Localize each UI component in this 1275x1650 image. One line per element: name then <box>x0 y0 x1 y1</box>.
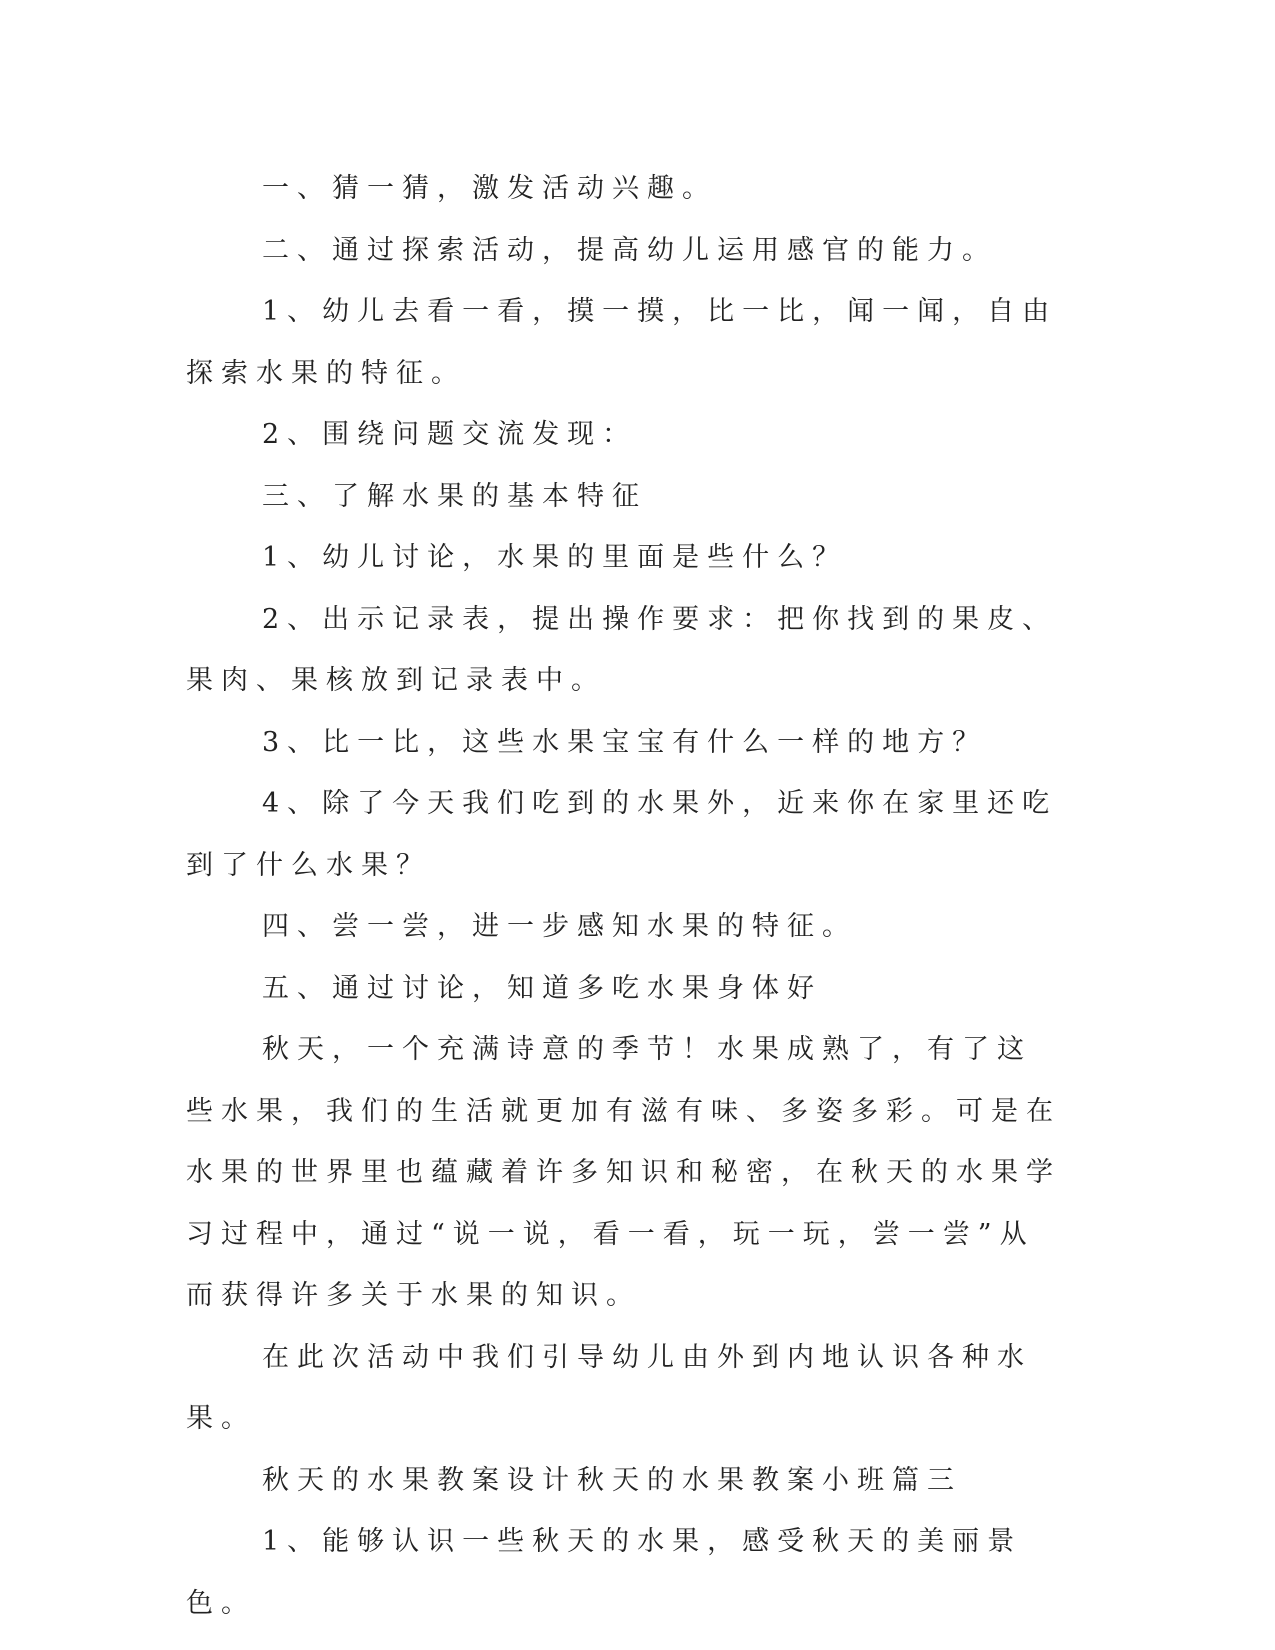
paragraph-step-3: 三、了解水果的基本特征 <box>262 480 647 512</box>
paragraph-step-3-1: 1、幼儿讨论，水果的里面是些什么？ <box>262 542 848 573</box>
paragraph-step-3-2: 2、出示记录表，提出操作要求：把你找到的果皮、果肉、果核放到记录表中。 <box>186 603 1058 696</box>
paragraph-reflection: 秋天，一个充满诗意的季节！水果成熟了，有了这些水果，我们的生活就更加有滋有味、多姿多彩。可是在水果的世界里也蕴藏着许多知识和秘密，在秋天的水果学习过程中，通过“说一说，看一看，玩一玩，尝一尝”从而获得许多关于水果的知识。 <box>186 1034 1061 1311</box>
paragraph-step-3-3: 3、比一比，这些水果宝宝有什么一样的地方？ <box>262 726 988 758</box>
paragraph-step-2-1: 1、幼儿去看一看，摸一摸，比一比，闻一闻，自由探索水果的特征。 <box>186 296 1058 389</box>
paragraph-step-4: 四、尝一尝，进一步感知水果的特征。 <box>262 911 857 942</box>
paragraph-step-2-2: 2、围绕问题交流发现： <box>262 419 638 450</box>
document-body <box>186 158 1066 1634</box>
paragraph-step-1: 一、猜一猜，激发活动兴趣。 <box>262 173 717 204</box>
section-heading: 秋天的水果教案设计秋天的水果教案小班篇三 <box>262 1464 962 1496</box>
paragraph-step-2: 二、通过探索活动，提高幼儿运用感官的能力。 <box>262 234 997 266</box>
paragraph-step-3-4: 4、除了今天我们吃到的水果外，近来你在家里还吃到了什么水果？ <box>186 788 1058 881</box>
paragraph-goal-1: 1、能够认识一些秋天的水果，感受秋天的美丽景色。 <box>186 1526 1023 1619</box>
paragraph-summary: 在此次活动中我们引导幼儿由外到内地认识各种水果。 <box>186 1341 1032 1434</box>
paragraph-step-5: 五、通过讨论，知道多吃水果身体好 <box>262 972 822 1004</box>
